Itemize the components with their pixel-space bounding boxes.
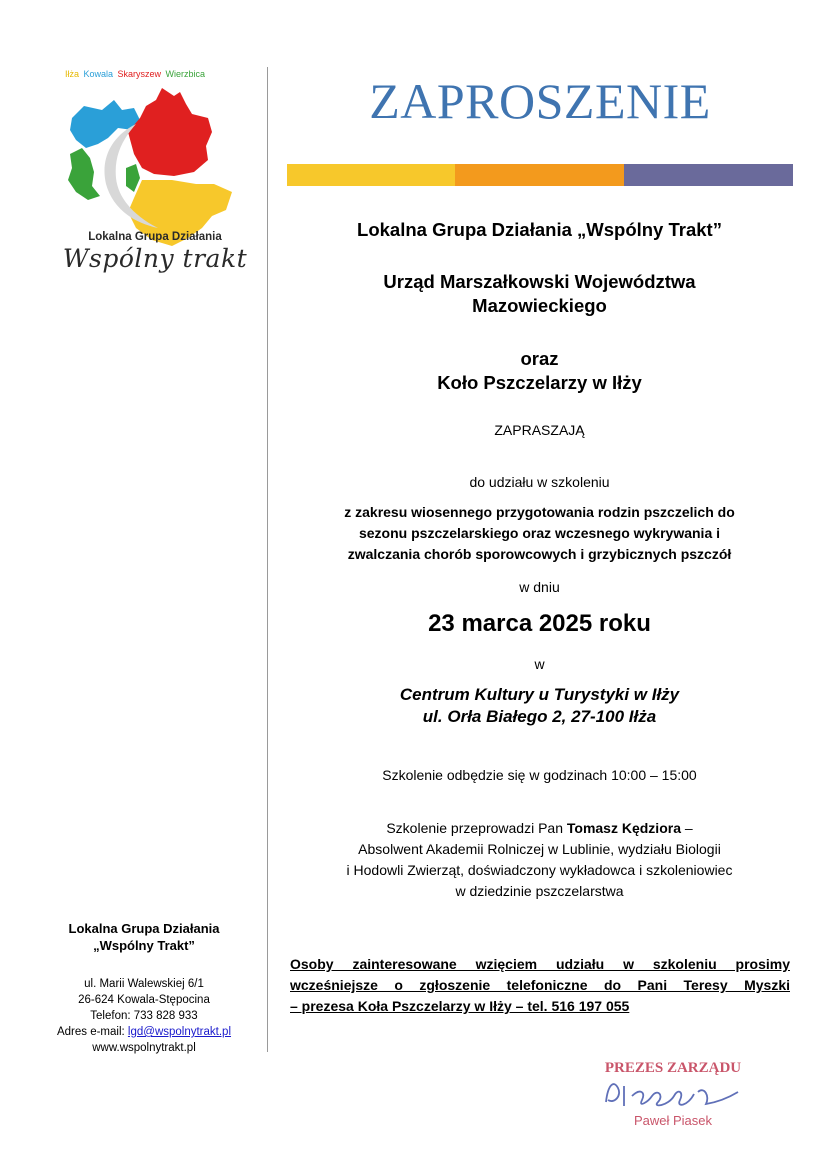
organizer-2-line1: Urząd Marszałkowski Województwa [383,271,696,292]
notice-line2: wcześniejsze o zgłoszenie telefoniczne do Pani Teresy Myszki [290,977,790,993]
president-signature [578,1052,768,1132]
sidebar-postal: 26-624 Kowala-Stępocina [78,994,210,1006]
on-day-text: w dniu [519,579,560,595]
topic-line1: z zakresu wiosennego przygotowania rodzin pszczelich do [344,504,735,520]
organizer-1: Lokalna Grupa Działania „Wspólny Trakt” [357,219,722,240]
town-ilza: Iłża [64,69,79,79]
trainer-suffix: – [684,820,693,836]
event-date: 23 marca 2025 roku [428,610,651,637]
event-venue [288,684,791,728]
header-bar-orange [455,164,624,186]
training-topic [288,502,791,565]
header-bar-yellow [287,164,455,186]
and-text: oraz [520,348,559,369]
logo-org-text: Lokalna Grupa Działania [88,231,222,243]
venue-line2: ul. Orła Białego 2, 27-100 Iłża [422,707,657,726]
sidebar-contact [28,976,260,1056]
trainer-info [288,818,791,902]
trainer-line2: Absolwent Akademii Rolniczej w Lublinie, wydziału Biologii [358,841,721,857]
participation-text: do udziału w szkoleniu [469,474,610,490]
in-text: w [534,656,545,672]
logo-script-text: Wspólny trakt [62,244,248,273]
trainer-prefix: Szkolenie przeprowadzi Pan [386,820,563,836]
organizer-3-name: Koło Pszczelarzy w Iłży [437,372,642,393]
signature-scribble [606,1084,738,1106]
logo-town-names [40,69,230,79]
trainer-line4: w dziedzinie pszczelarstwa [455,883,624,899]
notice-line1: Osoby zainteresowane wzięciem udziału w szkoleniu prosimy [290,956,790,972]
organizer-2 [288,270,791,318]
sidebar-phone: Telefon: 733 828 933 [90,1010,198,1022]
town-kowala: Kowala [83,69,113,79]
sidebar-address: ul. Marii Walewskiej 6/1 [84,978,204,990]
topic-line3: zwalczania chorób sporowcowych i grzybicznych pszczół [347,546,732,562]
town-skaryszew: Skaryszew [117,69,162,79]
sidebar-email-row [28,1024,260,1040]
sidebar-website: www.wspolnytrakt.pl [92,1042,196,1054]
topic-line2: sezonu pszczelarskiego oraz wczesnego wykrywania i [358,525,721,541]
sidebar-org-line2: „Wspólny Trakt” [93,938,195,953]
sidebar-org-name [28,920,260,954]
trainer-line3: i Hodowli Zwierząt, doświadczony wykładowca i szkoleniowiec [346,862,733,878]
notice-line3: – prezesa Koła Pszczelarzy w Iłży – tel. 516 197 055 [290,998,630,1014]
organizer-2-line2: Mazowieckiego [472,295,607,316]
organizer-3 [288,347,791,395]
town-wierzbica: Wierzbica [165,69,206,79]
header-bar-purple [624,164,793,186]
trainer-name: Tomasz Kędziora [566,820,681,836]
trainer-line1 [288,818,791,839]
signature-stamp-title: PREZES ZARZĄDU [604,1060,742,1076]
signature-name: Paweł Piasek [633,1113,713,1128]
invite-text: ZAPRASZAJĄ [494,422,585,438]
sidebar-org-line1: Lokalna Grupa Działania [68,921,220,936]
page-title: ZAPROSZENIE [369,73,711,129]
sidebar-email-link[interactable]: lgd@wspolnytrakt.pl [127,1026,232,1038]
column-divider [267,67,268,1052]
venue-line1: Centrum Kultury u Turystyki w Iłży [399,685,680,704]
sidebar-email-label: Adres e-mail: [56,1026,125,1038]
registration-notice [290,954,790,1017]
event-hours: Szkolenie odbędzie się w godzinach 10:00 – 15:00 [382,767,697,783]
